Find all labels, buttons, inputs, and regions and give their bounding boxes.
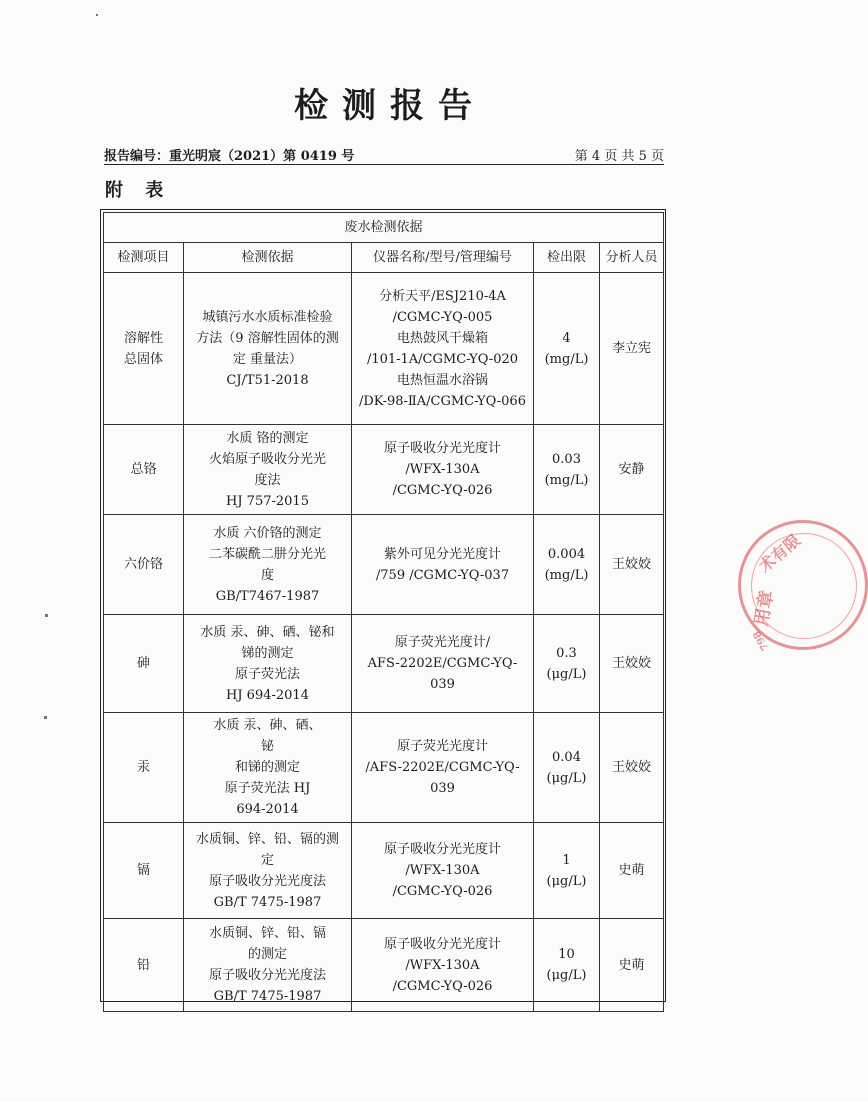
seal-text-top: 术有限 bbox=[755, 530, 805, 576]
wastewater-testing-basis-table bbox=[103, 212, 664, 1012]
report-header-line bbox=[104, 144, 664, 165]
report-title: 检测报告 bbox=[294, 86, 486, 126]
cell-detection-limit: 1 (μg/L) bbox=[534, 823, 600, 919]
cell-analyst: 王姣姣 bbox=[600, 713, 664, 823]
seal-digits: 798 bbox=[751, 628, 772, 653]
table-caption: 废水检测依据 bbox=[104, 213, 664, 243]
cell-instrument: 紫外可见分光光度计 /759 /CGMC-YQ-037 bbox=[352, 515, 534, 615]
cell-instrument: 原子吸收分光光度计 /WFX-130A /CGMC-YQ-026 bbox=[352, 919, 534, 1012]
table-row bbox=[104, 273, 664, 425]
cell-basis: 水质 汞、砷、硒、铋和 锑的测定 原子荧光法 HJ 694-2014 bbox=[184, 615, 352, 713]
table-row bbox=[104, 615, 664, 713]
header-analyst: 分析人员 bbox=[600, 243, 664, 273]
cell-instrument: 分析天平/ESJ210-4A /CGMC-YQ-005 电热鼓风干燥箱 /101-1A/CGMC-YQ-020 电热恒温水浴锅 /DK-98-ⅡA/CGMC-YQ-066 bbox=[352, 273, 534, 425]
header-basis: 检测依据 bbox=[184, 243, 352, 273]
cell-test-item: 溶解性 总固体 bbox=[104, 273, 184, 425]
cell-test-item: 六价铬 bbox=[104, 515, 184, 615]
cell-detection-limit: 0.04 (μg/L) bbox=[534, 713, 600, 823]
scan-speck bbox=[45, 614, 48, 617]
cell-basis: 水质铜、锌、铅、镉 的测定 原子吸收分光光度法 GB/T 7475-1987 bbox=[184, 919, 352, 1012]
page-number: 第 4 页 共 5 页 bbox=[574, 149, 664, 164]
cell-analyst: 史萌 bbox=[600, 823, 664, 919]
cell-test-item: 镉 bbox=[104, 823, 184, 919]
table-row bbox=[104, 515, 664, 615]
header-instrument: 仪器名称/型号/管理编号 bbox=[352, 243, 534, 273]
cell-analyst: 安静 bbox=[600, 425, 664, 515]
cell-basis: 水质铜、锌、铅、镉的测 定 原子吸收分光光度法 GB/T 7475-1987 bbox=[184, 823, 352, 919]
table-header-row bbox=[104, 243, 664, 273]
table-row bbox=[104, 919, 664, 1012]
cell-instrument: 原子荧光光度计/ AFS-2202E/CGMC-YQ-039 bbox=[352, 615, 534, 713]
cell-instrument: 原子荧光光度计 /AFS-2202E/CGMC-YQ-039 bbox=[352, 713, 534, 823]
company-seal-stamp bbox=[738, 520, 868, 653]
cell-detection-limit: 0.004 (mg/L) bbox=[534, 515, 600, 615]
scan-speck bbox=[96, 14, 98, 16]
cell-basis: 水质 汞、砷、硒、 铋 和锑的测定 原子荧光法 HJ 694-2014 bbox=[184, 713, 352, 823]
cell-test-item: 总铬 bbox=[104, 425, 184, 515]
table-row bbox=[104, 713, 664, 823]
table-row bbox=[104, 823, 664, 919]
cell-analyst: 李立宪 bbox=[600, 273, 664, 425]
table-row bbox=[104, 425, 664, 515]
cell-detection-limit: 0.03 (mg/L) bbox=[534, 425, 600, 515]
cell-detection-limit: 4 (mg/L) bbox=[534, 273, 600, 425]
cell-basis: 水质 六价铬的测定 二苯碳酰二肼分光光 度 GB/T7467-1987 bbox=[184, 515, 352, 615]
cell-analyst: 史萌 bbox=[600, 919, 664, 1012]
cell-analyst: 王姣姣 bbox=[600, 515, 664, 615]
appendix-label: 附 表 bbox=[105, 180, 172, 201]
header-detection-limit: 检出限 bbox=[534, 243, 600, 273]
report-number: 报告编号：重光明宸（2021）第 0419 号 bbox=[104, 149, 355, 164]
cell-instrument: 原子吸收分光光度计 /WFX-130A /CGMC-YQ-026 bbox=[352, 425, 534, 515]
cell-test-item: 铅 bbox=[104, 919, 184, 1012]
cell-basis: 城镇污水水质标准检验 方法（9 溶解性固体的测 定 重量法） CJ/T51-2018 bbox=[184, 273, 352, 425]
cell-test-item: 汞 bbox=[104, 713, 184, 823]
cell-analyst: 王姣姣 bbox=[600, 615, 664, 713]
cell-instrument: 原子吸收分光光度计 /WFX-130A /CGMC-YQ-026 bbox=[352, 823, 534, 919]
scan-speck bbox=[44, 716, 47, 719]
table-caption-row bbox=[104, 213, 664, 243]
cell-detection-limit: 0.3 (μg/L) bbox=[534, 615, 600, 713]
cell-detection-limit: 10 (μg/L) bbox=[534, 919, 600, 1012]
header-test-item: 检测项目 bbox=[104, 243, 184, 273]
cell-test-item: 砷 bbox=[104, 615, 184, 713]
seal-text-bottom: 用章 bbox=[751, 588, 778, 628]
cell-basis: 水质 铬的测定 火焰原子吸收分光光 度法 HJ 757-2015 bbox=[184, 425, 352, 515]
